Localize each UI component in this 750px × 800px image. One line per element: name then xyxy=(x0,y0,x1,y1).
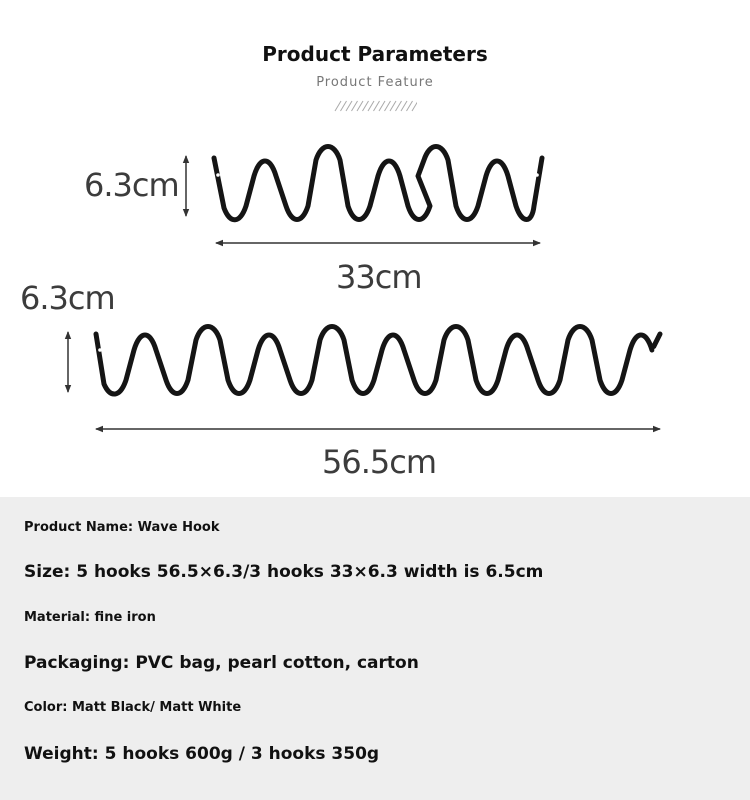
small-hook-screw-hole-left xyxy=(216,173,220,177)
large-hook-height-label: 6.3cm xyxy=(20,279,115,317)
small-hook-length-label: 33cm xyxy=(336,258,422,296)
large-hook-length-label: 56.5cm xyxy=(322,443,437,481)
small-wave-hook xyxy=(214,147,542,220)
large-wave-hook xyxy=(96,327,660,395)
spec-product-name: Product Name: Wave Hook xyxy=(24,520,220,535)
large-hook-screw-hole-2 xyxy=(331,356,335,360)
small-hook-height-label: 6.3cm xyxy=(84,166,179,204)
spec-packaging: Packaging: PVC bag, pearl cotton, carton xyxy=(24,653,419,673)
large-hook-screw-hole-4 xyxy=(654,348,658,352)
spec-weight: Weight: 5 hooks 600g / 3 hooks 350g xyxy=(24,744,380,764)
large-hook-screw-hole-1 xyxy=(98,348,102,352)
spec-color: Color: Matt Black/ Matt White xyxy=(24,700,242,715)
page-subtitle: Product Feature xyxy=(316,75,434,90)
spec-material: Material: fine iron xyxy=(24,610,156,625)
small-hook-screw-hole-right xyxy=(535,173,539,177)
large-hook-screw-hole-3 xyxy=(420,350,424,354)
page-title: Product Parameters xyxy=(262,42,488,66)
spec-panel xyxy=(0,497,750,800)
spec-size: Size: 5 hooks 56.5×6.3/3 hooks 33×6.3 width is 6.5cm xyxy=(24,562,544,582)
